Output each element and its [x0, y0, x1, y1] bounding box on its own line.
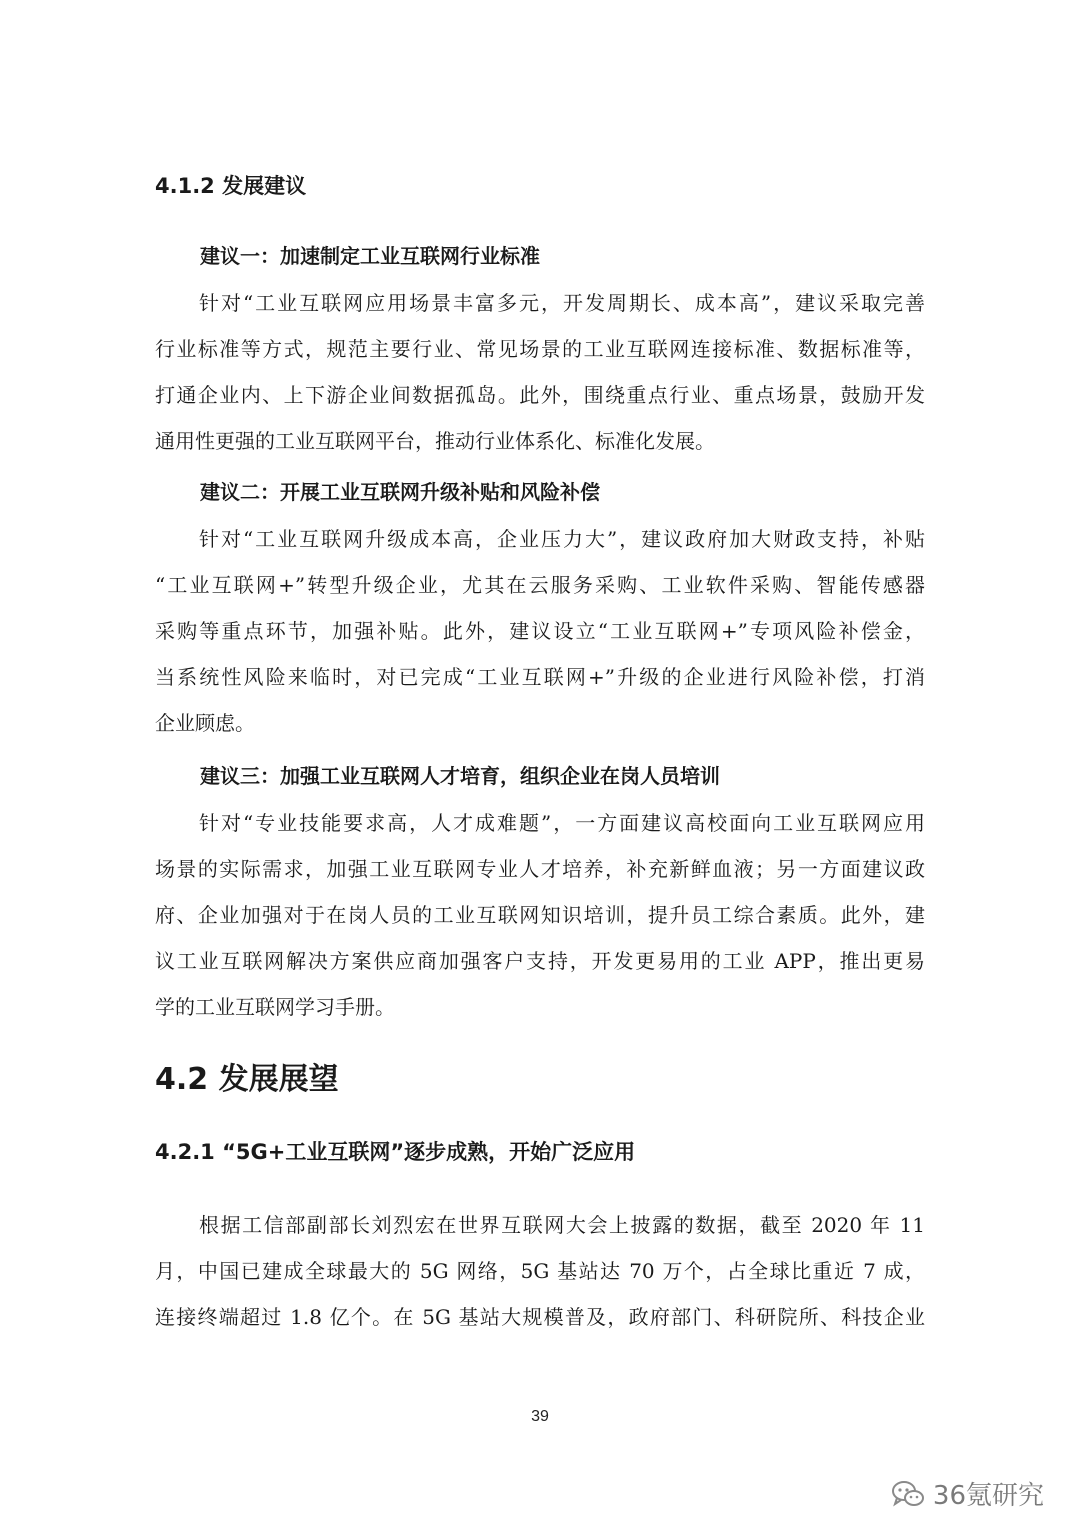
wechat-icon: [891, 1479, 925, 1509]
page-number: 39: [531, 1408, 549, 1425]
suggestion-2-title: 建议二：开展工业互联网升级补贴和风险补偿: [200, 480, 600, 504]
suggestion-3-title: 建议三：加强工业互联网人才培育，组织企业在岗人员培训: [200, 764, 720, 788]
text-line: “工业互联网+”转型升级企业，尤其在云服务采购、工业软件采购、智能传感器: [155, 573, 925, 597]
suggestion-3-body: [155, 800, 925, 1030]
text-line: 当系统性风险来临时，对已完成“工业互联网+”升级的企业进行风险补偿，打消: [155, 665, 925, 689]
heading-4-1-2: 4.1.2 发展建议: [155, 174, 307, 198]
heading-4-2: 4.2 发展展望: [155, 1062, 339, 1097]
text-line: 学的工业互联网学习手册。: [155, 995, 395, 1019]
text-line: 根据工信部副部长刘烈宏在世界互联网大会上披露的数据，截至 2020 年 11: [199, 1213, 925, 1237]
suggestion-2-body: [155, 516, 925, 746]
text-line: 采购等重点环节，加强补贴。此外，建议设立“工业互联网+”专项风险补偿金，: [155, 619, 925, 643]
suggestion-1-body: [155, 280, 925, 464]
text-line: 通用性更强的工业互联网平台，推动行业体系化、标准化发展。: [155, 429, 715, 453]
watermark: [891, 1475, 1044, 1512]
text-line: 月，中国已建成全球最大的 5G 网络，5G 基站达 70 万个，占全球比重近 7 成，: [155, 1259, 925, 1283]
text-line: 行业标准等方式，规范主要行业、常见场景的工业互联网连接标准、数据标准等，: [155, 337, 925, 361]
text-line: 针对“专业技能要求高，人才成难题”，一方面建议高校面向工业互联网应用: [199, 811, 925, 835]
outlook-body: [155, 1202, 925, 1340]
text-line: 针对“工业互联网应用场景丰富多元，开发周期长、成本高”，建议采取完善: [199, 291, 925, 315]
text-line: 针对“工业互联网升级成本高，企业压力大”，建议政府加大财政支持，补贴: [199, 527, 925, 551]
heading-4-2-1: 4.2.1 “5G+工业互联网”逐步成熟，开始广泛应用: [155, 1140, 636, 1164]
text-line: 府、企业加强对于在岗人员的工业互联网知识培训，提升员工综合素质。此外，建: [155, 903, 925, 927]
text-line: 打通企业内、上下游企业间数据孤岛。此外，围绕重点行业、重点场景，鼓励开发: [155, 383, 925, 407]
watermark-text: 36氪研究: [932, 1481, 1044, 1511]
text-line: 企业顾虑。: [155, 711, 255, 735]
text-line: 场景的实际需求，加强工业互联网专业人才培养，补充新鲜血液；另一方面建议政: [155, 857, 925, 881]
suggestion-1-title: 建议一：加速制定工业互联网行业标准: [200, 244, 540, 268]
text-line: 连接终端超过 1.8 亿个。在 5G 基站大规模普及，政府部门、科研院所、科技企业: [155, 1305, 925, 1329]
text-line: 议工业互联网解决方案供应商加强客户支持，开发更易用的工业 APP，推出更易: [155, 949, 925, 973]
